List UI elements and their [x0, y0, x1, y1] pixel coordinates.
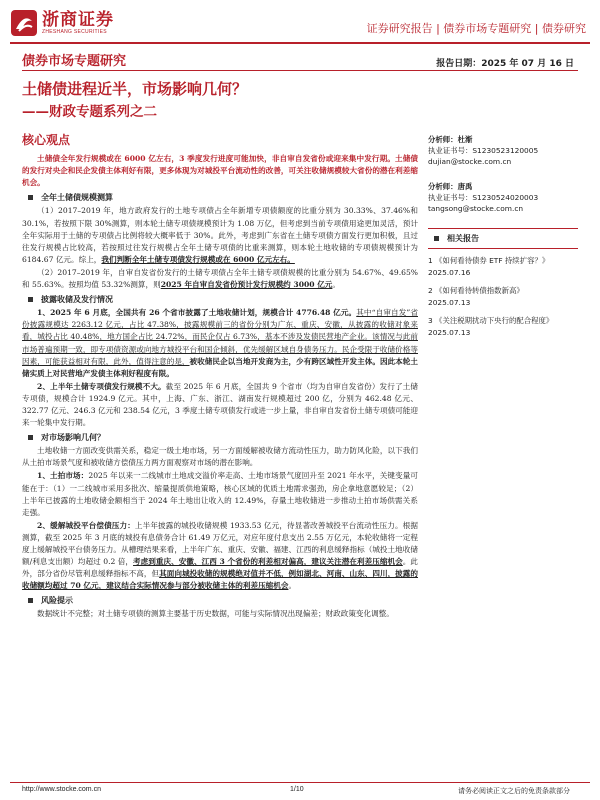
- highlight-span: 2025 年自审自发省份预计发行规模约 3000 亿元: [160, 280, 333, 290]
- section-3-header: [22, 431, 418, 443]
- highlight-span: 我们判断全年土储专项债发行规模或在 6000 亿元左右。: [101, 254, 295, 264]
- bullet-square-icon: [28, 435, 33, 440]
- logo: [10, 6, 160, 40]
- section-1-title: 全年土储债规模测算: [41, 192, 113, 203]
- highlight-span: 被收储民企以当地开发商为主，少有跨区域性开发主体。因此本轮土储实质上对民营地产发债主体利好程度有限。: [22, 356, 418, 378]
- sec3-paragraph-2: [22, 520, 418, 593]
- related-report-item[interactable]: [428, 315, 578, 338]
- bullet-square-icon: [28, 297, 33, 302]
- text-span: 。此外，部分省份尽管利息缓释指标不高，但: [22, 557, 418, 579]
- text-span: 2025 年以来一二线城市土地成交溢价率走高、土地市场景气度回升至 2021 年水平，关键变量可能在于：（1）一二线城市采用多批次、缩量提质供地策略，核心区域的优质土地需求强劲，房企拿地意愿较足；（2）上半年已披露的土地收储金额相当于 2024 年土地出让收入的 12.49%，存量土地收储进一步推动土拍市场供需关系走强。: [22, 471, 418, 517]
- related-report-title: 1 《如何看待债券 ETF 持续扩容？》: [428, 256, 550, 265]
- section-3-title: 对市场影响几何？: [41, 432, 105, 443]
- text-span: 其中“自审自发”省份披露规模达 2263.12 亿元，占比 47.38%，披露规模前三的省份分别为广东、重庆、安徽，从披露的收储对象来看，城投占比 40.48%，地方国企占比 24.72%，而民企仅占 6.73%，基本不涉及发债民营地产企业。该情况与此前市场普遍预期一致，即专项债资源或向地方城投平台和国企倾斜，优先缓解区域自身债务压力。民企受限于收储价格等因素，可能获益相对有限，此外，值得注意的是，: [22, 308, 418, 366]
- lead-span: 1、2025 年 6 月底，全国共有 26 个省市披露了土地收储计划，规模合计 4776.48 亿元。: [37, 308, 357, 318]
- highlight-span: 考虑到重庆、安徽、江西 3 个省份的利差相对偏高，建议关注潜在利差压缩机会: [133, 557, 403, 567]
- risk-title: 风险提示: [41, 595, 73, 606]
- sec2-paragraph-2: [22, 381, 418, 429]
- section-2-header: [22, 293, 418, 305]
- analyst-email[interactable]: tangsong@stocke.com.cn: [428, 204, 524, 213]
- analyst-license: 执业证书号：S1230523120005: [428, 146, 539, 155]
- sec1-paragraph-1: [22, 205, 418, 265]
- section-1-header: [22, 191, 418, 203]
- risk-paragraph: 数据统计不完整；对土储专项债的测算主要基于历史数据，可能与实际情况出现偏差；财政政策变化调整。: [37, 609, 394, 619]
- text-span: （2）2017–2019 年，自审自发省份发行的土储专项债占全年土储专项债规模的比重分别为 54.67%、49.65%和 55.63%。按照均值 53.32%测算，则: [22, 267, 418, 290]
- analyst-2: [428, 181, 578, 214]
- sidebar: [428, 134, 578, 345]
- related-report-date: 2025.07.13: [428, 327, 471, 337]
- lead-span: 1、土拍市场：: [37, 471, 89, 481]
- analyst-1: [428, 134, 578, 167]
- related-report-date: 2025.07.16: [428, 267, 471, 277]
- analyst-license: 执业证书号：S1230524020003: [428, 193, 539, 202]
- related-report-item[interactable]: [428, 285, 578, 308]
- report-date: 报告日期：2025 年 07 月 16 日: [436, 59, 574, 69]
- bullet-square-icon: [28, 195, 33, 200]
- logo-text-en: ZHESHANG SECURITIES: [42, 28, 107, 35]
- section-divider: [22, 70, 578, 71]
- logo-mark-icon: [10, 9, 38, 37]
- summary-paragraph: 土储债全年发行规模或在 6000 亿左右，3 季度发行进度可能加快，非自审自发省份或迎来集中发行期。土储债的发行对央企和民企发债主体利好有限，更多体现为对城投平台流动性的改善，可关注收储规模较大省份的潜在利差缩机会。: [22, 154, 418, 188]
- analyst-name: 分析师：杜渐: [428, 135, 473, 144]
- bullet-square-icon: [434, 236, 439, 241]
- sec3-paragraph-0: 土地收储一方面改变供需关系，稳定一级土地市场，另一方面缓解被收储方流动性压力，助力防风化险，以下我们从土拍市场景气度和被收储方偿债压力两方面观察对市场的潜在影响。: [22, 446, 418, 468]
- related-report-item[interactable]: [428, 255, 578, 278]
- text-span: 上半年披露的城投收储规模 1933.53 亿元，待显著改善城投平台流动性压力。根据测算，截至 2025 年 3 月底的城投有息债务合计 61.49 万亿元，对应年度付息支出 2.55 万亿元，本轮收储将一定程度上缓解城投平台债务压力。从槽理结果来看，上半年广东、重庆、安徽、福建、江西的利息缓释指标（城投土地收储额/利息支出额）均超过 0.2 倍，: [22, 520, 418, 567]
- footer-disclaimer: 请务必阅读正文之后的免责条款部分: [458, 787, 570, 795]
- bullet-square-icon: [28, 598, 33, 603]
- text-span: 。: [288, 581, 297, 591]
- footer-url[interactable]: http://www.stocke.com.cn: [22, 786, 101, 793]
- lead-span: 2、上半年土储专项债发行规模不大。: [37, 381, 166, 391]
- sec3-paragraph-1: [22, 470, 418, 518]
- sec1-paragraph-2: [22, 267, 418, 291]
- related-reports-title: 相关报告: [447, 234, 479, 243]
- analyst-email[interactable]: dujian@stocke.com.cn: [428, 157, 512, 166]
- header-divider: [10, 42, 590, 44]
- footer-divider: [10, 782, 590, 783]
- text-span: （1）2017–2019 年，地方政府发行的土地专项债占全年新增专项债额度的比重分别为 30.33%、37.46%和 30.1%，若按照下限 30%测算，则本轮土储专项债规模预计为 1.08 万亿，但考虑到当前专项债用途更加灵活，预计全年实际用于土储的专项债占比例将较大概率低于 30%。此外，考虑到广东省在土储专项债方面发行更加积极，且过往发行规模占比较高，若按照过往发行规模占全年土储专项债的比重来测算，则本轮土地收储的专项债规模预计为 6184.67 亿元。综上，: [22, 206, 418, 264]
- text-span: 截至 2025 年 6 月底，全国共 9 个省市（均为自审自发省份）发行了土储专项债，规模合计 1924.9 亿元。其中，上海、广东、浙江、湖南发行规模超过 200 亿，分别为 462.48 亿元、322.77 亿元、246.3 亿元和 238.54 亿元，3 季度土储专项债发行或进一步上量，非自审自发省份土储专项债可能迎来一轮集中发行期。: [22, 381, 418, 428]
- related-report-title: 2 《如何看待转债指数新高》: [428, 286, 524, 295]
- logo-text-cn: 浙商证券: [42, 9, 114, 30]
- series-subtitle: ——财政专题系列之二: [22, 104, 157, 120]
- text-span: 。: [332, 280, 340, 290]
- header-tags: 证券研究报告 | 债券市场专题研究 | 债券研究: [366, 22, 586, 35]
- sec2-paragraph-1: [22, 307, 418, 380]
- risk-header: [22, 594, 418, 606]
- analyst-name: 分析师：唐禹: [428, 182, 473, 191]
- lead-span: 2、缓解城投平台偿债压力：: [37, 520, 135, 530]
- section-2-title: 披露收储及发行情况: [41, 294, 113, 305]
- related-report-date: 2025.07.13: [428, 297, 471, 307]
- page-number: 1/10: [290, 786, 304, 793]
- related-report-title: 3 《关注税期扰动下央行的配合程度》: [428, 316, 554, 325]
- highlight-span: 其面向城投收储的规模绝对值并不低，例如湖北、河南、山东、四川，披露的收储额均超过 70 亿元，建议结合实际情况参与部分被收储主体的利差压缩机会: [22, 569, 419, 591]
- main-content: [22, 134, 418, 622]
- core-heading: 核心观点: [22, 133, 71, 147]
- section-label: 债券市场专题研究: [22, 54, 127, 69]
- related-reports-header: [428, 228, 578, 249]
- page-title: 土储债进程近半，市场影响几何？: [22, 80, 248, 98]
